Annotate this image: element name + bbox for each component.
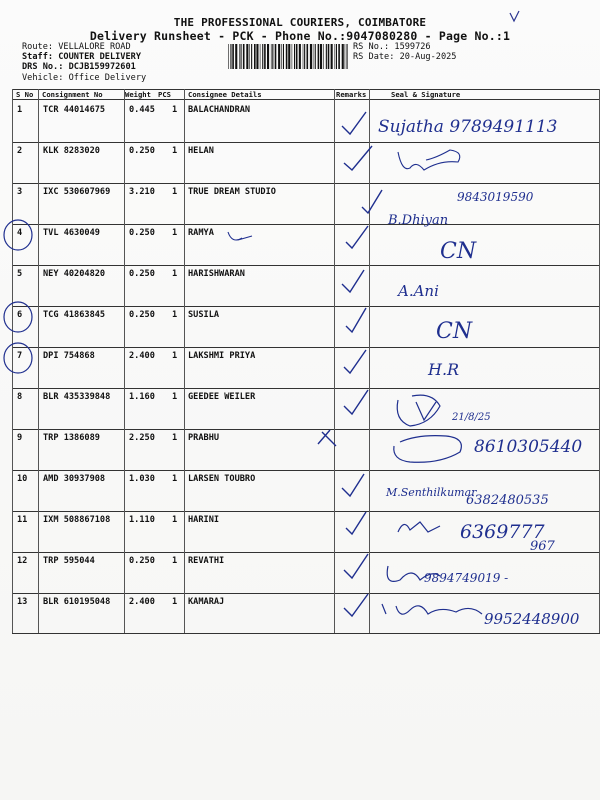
row-consignment: DPI 754868: [43, 351, 95, 361]
row-consignee: HELAN: [188, 146, 214, 156]
row-weight: 0.445: [129, 105, 155, 115]
row-pcs: 1: [172, 310, 178, 320]
row-consignee: BALACHANDRAN: [188, 105, 251, 115]
table-row: [12, 427, 600, 468]
row-weight: 0.250: [129, 146, 155, 156]
table-row: [12, 468, 600, 509]
row-weight: 2.250: [129, 433, 155, 443]
row-sno: 9: [17, 433, 23, 443]
col-consignee: Consignee Details: [188, 90, 262, 99]
row-consignee: LAKSHMI PRIYA: [188, 351, 256, 361]
table-row: [12, 386, 600, 427]
table-row: [12, 550, 600, 591]
row-weight: 0.250: [129, 228, 155, 238]
company-title: THE PROFESSIONAL COURIERS, COIMBATORE: [173, 16, 427, 29]
drs-line: DRS No.: DCJB159972601: [22, 62, 136, 73]
signature-row-4: CN: [440, 239, 477, 264]
signature-row-6: CN: [436, 319, 473, 344]
col-weight: Weight: [125, 90, 151, 99]
rs-number: RS No.: 1599726: [353, 42, 431, 52]
rs-info: [353, 42, 456, 62]
row-sno: 4: [17, 228, 23, 238]
row-weight: 2.400: [129, 597, 155, 607]
row-consignee: HARISHWARAN: [188, 269, 245, 279]
table-row: [12, 345, 600, 386]
row-consignment: IXC 530607969: [43, 187, 111, 197]
row-consignment: NEY 40204820: [43, 269, 106, 279]
row-consignment: AMD 30937908: [43, 474, 106, 484]
phone-row-9: 8610305440: [474, 437, 583, 457]
row-pcs: 1: [172, 146, 178, 156]
row-sno: 5: [17, 269, 23, 279]
row-consignee: PRABHU: [188, 433, 220, 443]
rs-date: RS Date: 20-Aug-2025: [353, 52, 457, 63]
row-pcs: 1: [172, 597, 178, 607]
row-sno: 6: [17, 310, 23, 320]
row-consignment: TRP 1386089: [43, 433, 100, 443]
runsheet-subtitle: Delivery Runsheet - PCK - Phone No.:9047080280 - Page No.:1: [89, 29, 511, 43]
phone-row-11-extra: 967: [530, 539, 555, 554]
row-consignee: REVATHI: [188, 556, 225, 566]
row-pcs: 1: [172, 105, 178, 115]
phone-row-13: 9952448900: [484, 610, 580, 628]
row-sno: 3: [17, 187, 23, 197]
row-sno: 7: [17, 351, 23, 361]
row-weight: 0.250: [129, 310, 155, 320]
col-remarks: Remarks: [336, 90, 367, 99]
vehicle-line: Vehicle: Office Delivery: [22, 72, 147, 83]
signature-row-7: H.R: [428, 360, 460, 379]
row-consignment: TRP 595044: [43, 556, 95, 566]
row-weight: 1.110: [129, 515, 155, 525]
route-info: [22, 42, 146, 83]
row-consignment: TCR 44014675: [43, 105, 106, 115]
row-pcs: 1: [172, 433, 178, 443]
barcode-icon: [228, 44, 350, 69]
row-consignment: IXM 508867108: [43, 515, 111, 525]
row-pcs: 1: [172, 351, 178, 361]
phone-row-3: 9843019590: [457, 190, 534, 204]
row-consignee: RAMYA: [188, 228, 214, 238]
row-weight: 3.210: [129, 187, 155, 197]
row-weight: 2.400: [129, 351, 155, 361]
row-consignee: GEEDEE WEILER: [188, 392, 256, 402]
row-weight: 1.160: [129, 392, 155, 402]
table-row: [12, 181, 600, 222]
row-pcs: 1: [172, 556, 178, 566]
row-consignee: SUSILA: [188, 310, 220, 320]
row-consignment: TCG 41863845: [43, 310, 106, 320]
row-sno: 13: [17, 597, 28, 607]
row-consignment: TVL 4630049: [43, 228, 100, 238]
date-row-8: 21/8/25: [452, 412, 491, 423]
row-sno: 1: [17, 105, 23, 115]
signature-row-10: M.Senthilkumar: [386, 486, 477, 499]
table-row: [12, 304, 600, 345]
col-seal-signature: Seal & Signature: [391, 90, 461, 99]
signature-row-1: Sujatha 9789491113: [378, 117, 558, 137]
row-pcs: 1: [172, 269, 178, 279]
row-pcs: 1: [172, 392, 178, 402]
row-pcs: 1: [172, 474, 178, 484]
phone-row-11: 6369777: [460, 521, 545, 543]
signature-row-3: B.Dhiyan: [388, 213, 449, 228]
table-row: [12, 140, 600, 181]
row-sno: 10: [17, 474, 28, 484]
row-consignee: LARSEN TOUBRO: [188, 474, 256, 484]
row-weight: 0.250: [129, 269, 155, 279]
signature-row-5: A.Ani: [398, 282, 439, 300]
row-sno: 11: [17, 515, 28, 525]
row-consignment: BLR 610195048: [43, 597, 111, 607]
phone-row-12: 9894749019 -: [424, 571, 509, 585]
table-row: [12, 509, 600, 550]
row-consignment: KLK 8283020: [43, 146, 100, 156]
staff-line: Staff: COUNTER DELIVERY: [22, 52, 141, 63]
row-consignee: TRUE DREAM STUDIO: [188, 187, 276, 197]
row-consignment: BLR 435339848: [43, 392, 111, 402]
col-consignment: Consignment No: [42, 90, 103, 99]
phone-row-10: 6382480535: [466, 493, 549, 508]
table-row: [12, 591, 600, 632]
row-consignee: KAMARAJ: [188, 597, 225, 607]
route-line: Route: VELLALORE ROAD: [22, 42, 131, 52]
row-weight: 1.030: [129, 474, 155, 484]
table-row: [12, 263, 600, 304]
row-consignee: HARINI: [188, 515, 220, 525]
row-sno: 8: [17, 392, 23, 402]
row-pcs: 1: [172, 228, 178, 238]
row-sno: 2: [17, 146, 23, 156]
col-sno: S No: [16, 90, 34, 99]
row-sno: 12: [17, 556, 28, 566]
col-pcs: PCS: [158, 90, 171, 99]
table-row: [12, 99, 600, 140]
row-weight: 0.250: [129, 556, 155, 566]
table-row: [12, 222, 600, 263]
row-pcs: 1: [172, 515, 178, 525]
row-pcs: 1: [172, 187, 178, 197]
